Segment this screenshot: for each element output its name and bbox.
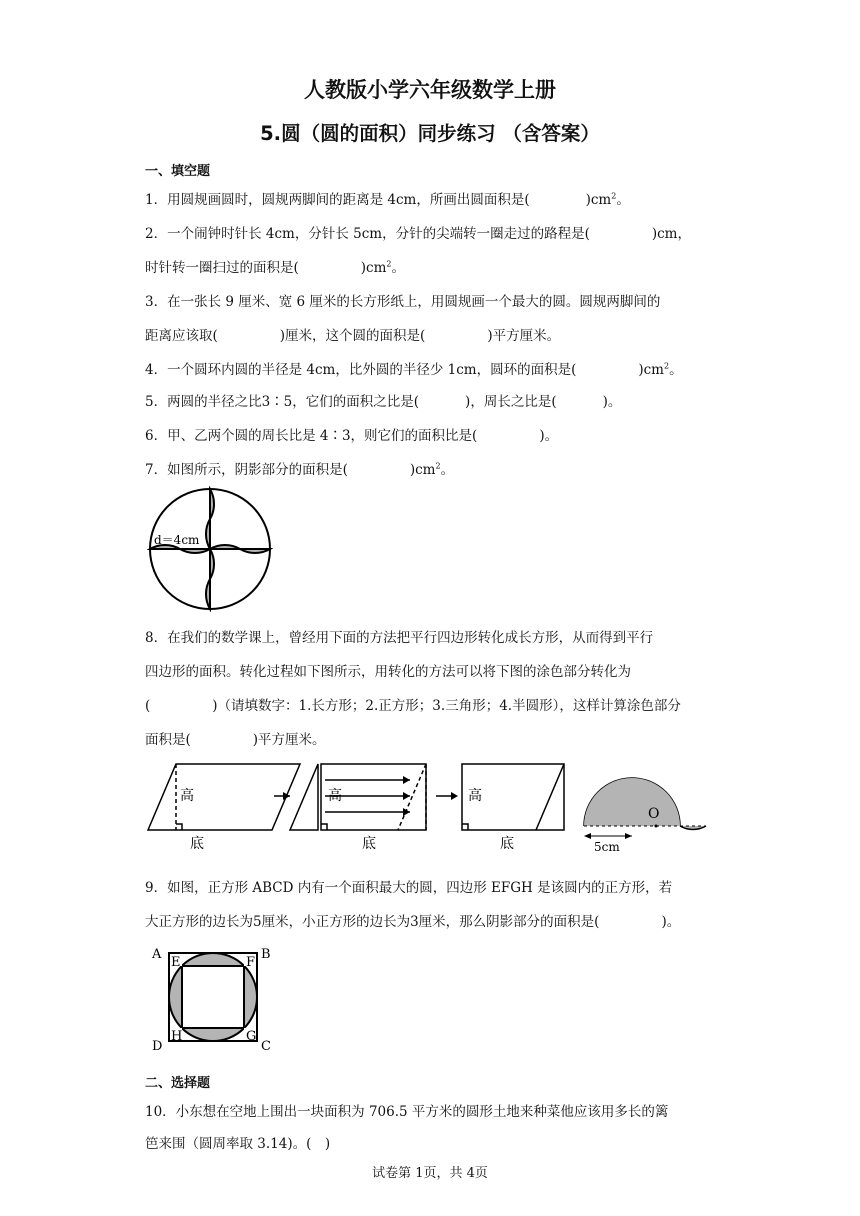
transformation-figure [140, 756, 720, 856]
label-f: F [246, 955, 256, 970]
question-4: 4．一个圆环内圆的半径是 4cm，比外圆的半径少 1cm，圆环的面积是( )$cm^2$。 [145, 361, 683, 378]
question-3-line-1: 3．在一张长 9 厘米、宽 6 厘米的长方形纸上，用圆规画一个最大的圆。圆规两脚间的 [145, 294, 661, 310]
pinwheel-figure [147, 486, 273, 612]
page-subtitle: 5.圆（圆的面积）同步练习 （含答案） [260, 122, 600, 145]
label-g: G [246, 1029, 257, 1044]
question-5: 5．两圆的半径之比3∶5，它们的面积之比是( )，周长之比是( )。 [145, 394, 622, 410]
label-a: A [152, 947, 162, 962]
label-length: 5cm [594, 840, 620, 854]
question-7: 7．如图所示，阴影部分的面积是( )$cm^2$。 [145, 461, 455, 478]
q1-text: 1．用圆规画圆时，圆规两脚间的距离是 4cm，所画出圆面积是( [145, 192, 530, 208]
section-heading-fill-blank: 一、填空题 [145, 164, 211, 179]
question-8-line-3: ( )（请填数字：1.长方形；2.正方形；3.三角形；4.半圆形），这样计算涂色部分 [145, 698, 681, 714]
question-8-line-4: 面积是( )平方厘米。 [145, 732, 326, 748]
label-height-1: 高 [180, 788, 194, 804]
question-9-line-2: 大正方形的边长为5厘米，小正方形的边长为3厘米，那么阴影部分的面积是( )。 [145, 914, 681, 930]
question-2-line-2: 时针转一圈扫过的面积是( )$cm^2$。 [145, 259, 406, 276]
label-center-o: O [648, 806, 660, 822]
question-8-line-1: 8．在我们的数学课上，曾经用下面的方法把平行四边形转化成长方形，从而得到平行 [145, 630, 654, 646]
square-circle-figure [148, 942, 280, 1054]
label-b: B [261, 947, 271, 962]
page-footer: 试卷第 1页，共 4页 [372, 1166, 488, 1181]
label-height-3: 高 [468, 788, 482, 804]
section-heading-multiple-choice: 二、选择题 [145, 1076, 211, 1091]
label-height-2: 高 [328, 788, 342, 804]
diameter-label: d＝4cm [154, 533, 200, 547]
question-10-line-1: 10．小东想在空地上围出一块面积为 706.5 平方米的圆形土地来种菜他应该用多长的篱 [145, 1104, 669, 1120]
label-e: E [171, 955, 181, 970]
label-base-3: 底 [500, 836, 514, 852]
label-c: C [261, 1039, 271, 1054]
question-2-line-1: 2．一个闹钟时针长 4cm，分针长 5cm，分针的尖端转一圈走过的路程是( )cm， [145, 226, 691, 242]
label-base-1: 底 [190, 836, 204, 852]
question-6: 6．甲、乙两个圆的周长比是 4∶3，则它们的面积比是( )。 [145, 428, 559, 444]
question-3-line-2: 距离应该取( )厘米，这个圆的面积是( )平方厘米。 [145, 328, 561, 344]
label-h: H [171, 1029, 183, 1044]
question-8-line-2: 四边形的面积。转化过程如下图所示，用转化的方法可以将下图的涂色部分转化为 [145, 664, 631, 680]
page-title: 人教版小学六年级数学上册 [304, 78, 556, 102]
label-base-2: 底 [362, 836, 376, 852]
label-d: D [152, 1039, 163, 1054]
question-10-line-2: 笆来围（圆周率取 3.14)。( ) [145, 1136, 331, 1152]
question-9-line-1: 9．如图，正方形 ABCD 内有一个面积最大的圆，四边形 EFGH 是该圆内的正方形，若 [145, 880, 673, 896]
question-1: 1．用圆规画圆时，圆规两脚间的距离是 4cm，所画出圆面积是( )$cm^2$。 [145, 191, 630, 208]
